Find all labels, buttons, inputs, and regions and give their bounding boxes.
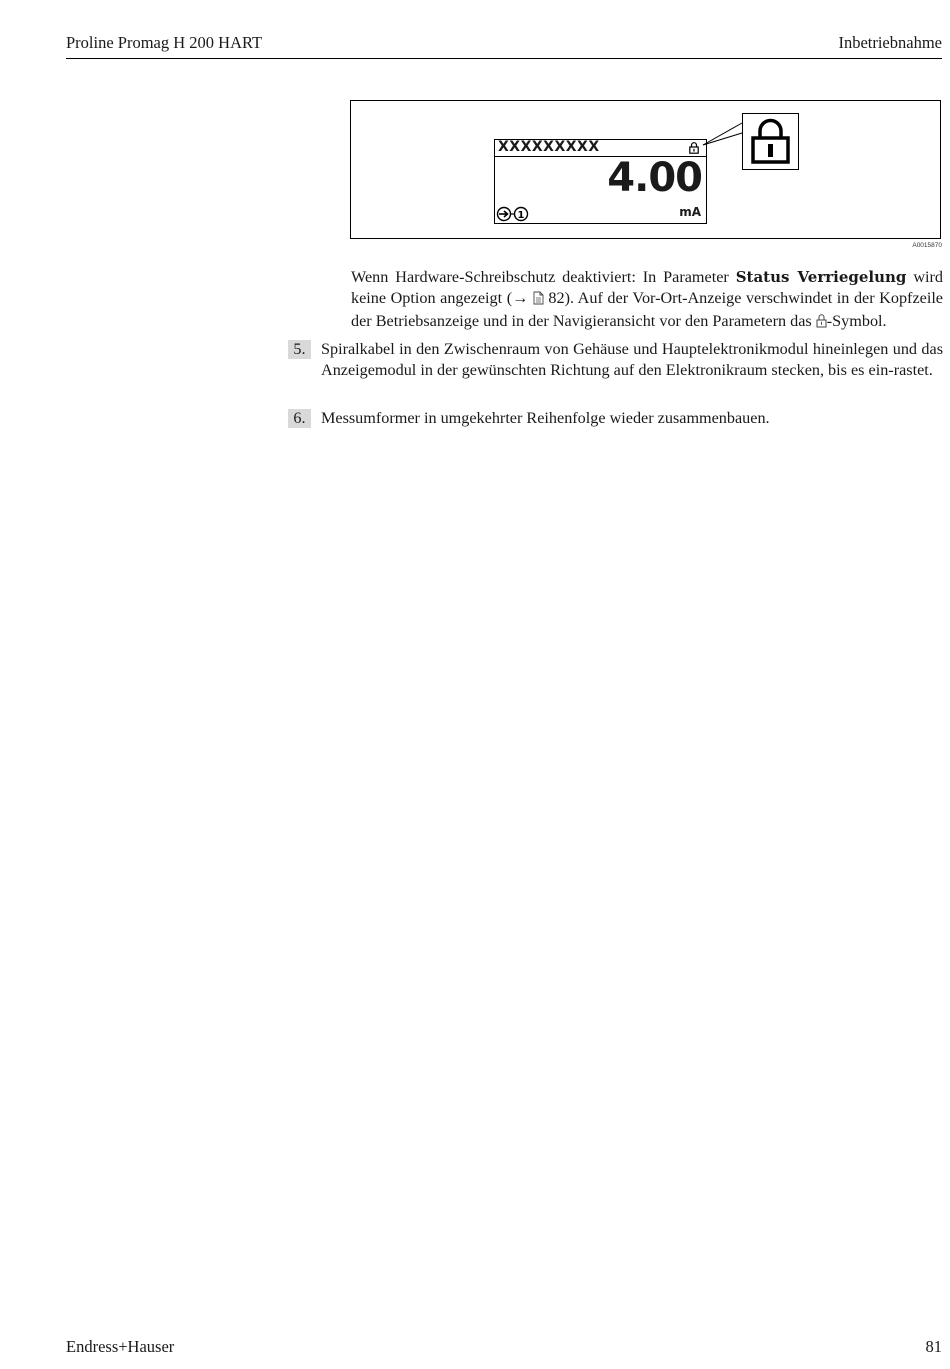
body-paragraph	[351, 267, 943, 334]
lcd-unit: mA	[679, 205, 701, 219]
footer-company: Endress+Hauser	[66, 1337, 175, 1356]
page-ref-icon	[533, 290, 544, 311]
lock-callout-icon	[742, 113, 799, 170]
step-number: 5.	[288, 340, 311, 359]
figure-id: A0015870	[912, 242, 942, 249]
header-section: Inbetriebnahme	[838, 33, 942, 52]
para-text-3: 82). Auf der Vor-Ort-Anzeige verschwindet in der Kopfzeile der Betriebsanzeige und in der Navigieransicht vor den Parametern das	[351, 289, 943, 330]
para-text-4: -Symbol.	[826, 312, 887, 330]
lcd-value: 4.00	[607, 155, 702, 201]
page-header	[66, 32, 942, 59]
lcd-title: XXXXXXXXX	[498, 139, 600, 155]
para-text-2: wird keine Option angezeigt (→	[351, 268, 943, 307]
lock-symbol-icon	[816, 313, 827, 334]
header-title: Proline Promag H 200 HART	[66, 33, 263, 52]
display-figure	[350, 100, 941, 239]
step-text: Messumformer in umgekehrter Reihenfolge wieder zusammenbauen.	[321, 409, 770, 427]
step-number: 6.	[288, 409, 311, 428]
parameter-name: Status Verriegelung	[735, 268, 907, 286]
para-text-1: Wenn Hardware-Schreibschutz deaktiviert: In Parameter	[351, 268, 736, 286]
lcd-display	[494, 139, 707, 224]
svg-text:1: 1	[517, 210, 525, 221]
status-arrow-icon	[496, 206, 532, 227]
step-text: Spiralkabel in den Zwischenraum von Gehäuse und Hauptelektronikmodul hineinlegen und das Anzeigemodul in der gewünschten Richtung auf den Elektronikraum stecken, bis es ein-rastet.	[321, 340, 943, 379]
page-number: 81	[925, 1337, 942, 1356]
